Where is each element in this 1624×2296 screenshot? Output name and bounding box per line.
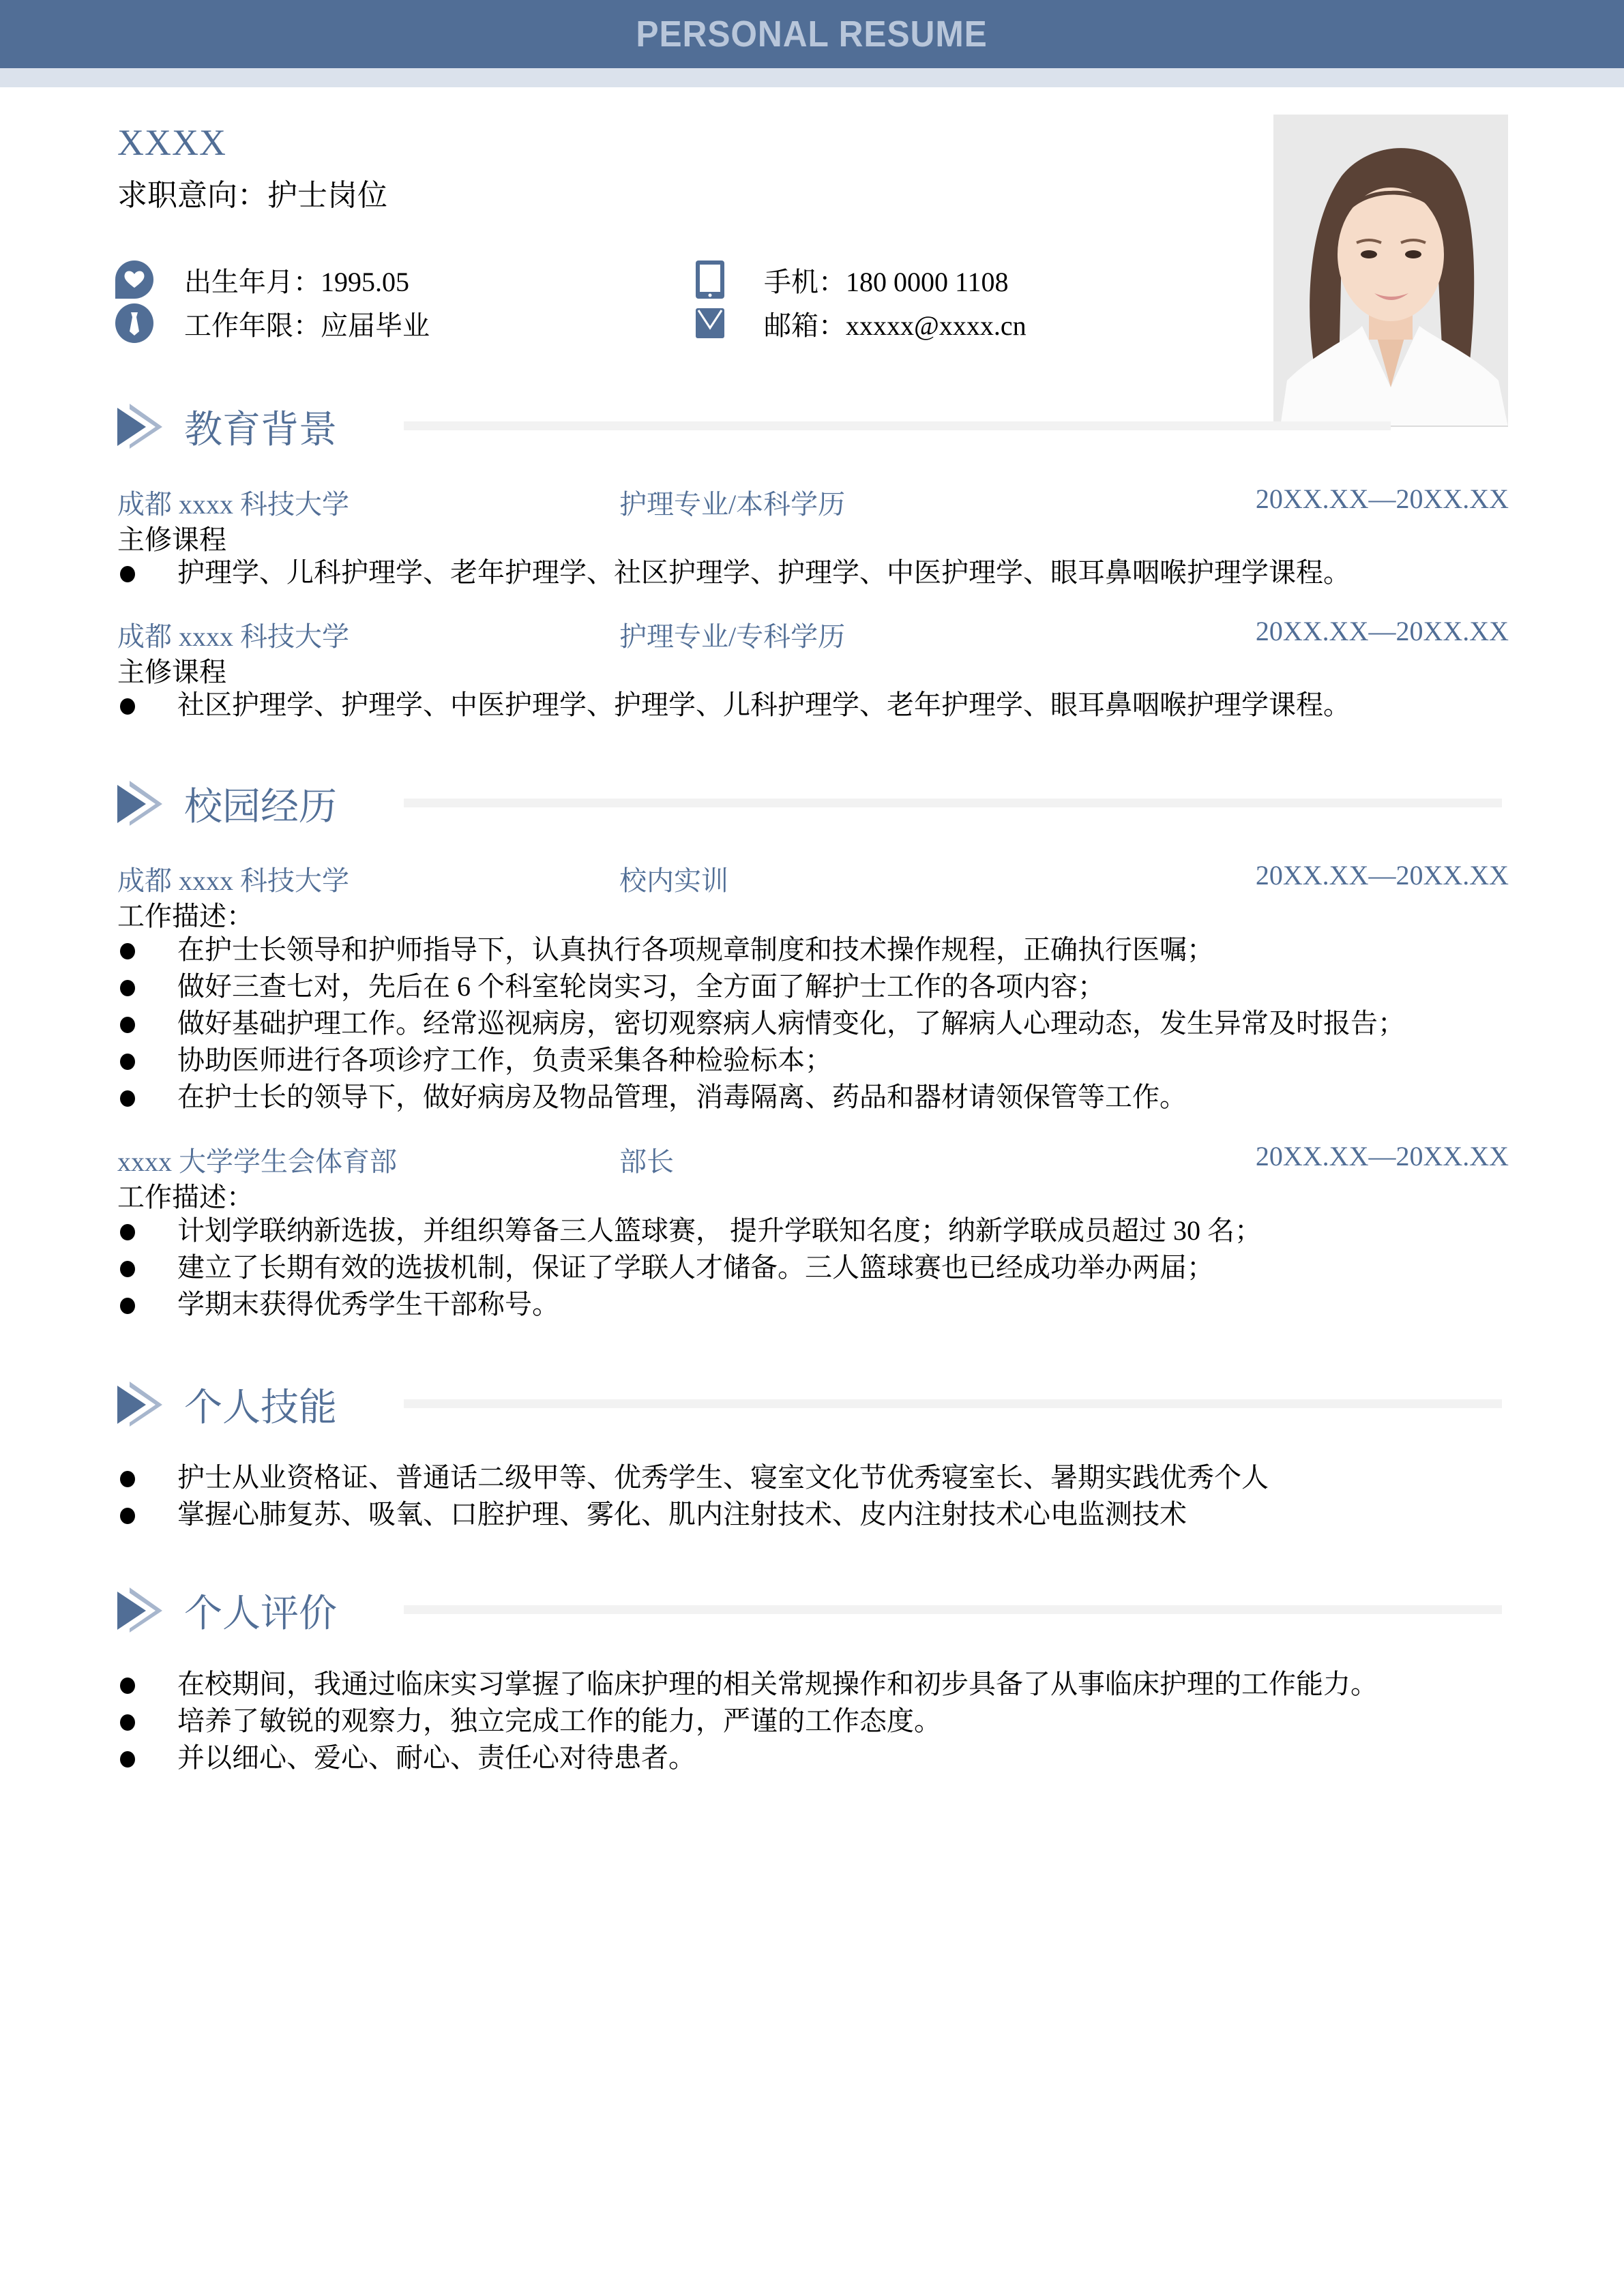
section-title-education: 教育背景 [184,409,337,451]
bullet-icon [120,1298,135,1314]
candidate-name: XXXX [117,122,226,163]
birth-text: 出生年月：1995.05 [184,266,409,297]
section-title-campus: 校园经历 [184,786,337,829]
work-desc-list [117,1212,1522,1323]
skills-list [117,1459,1522,1533]
courses-list [117,554,1522,591]
organization: 成都 xxxx 科技大学 [117,865,349,896]
period: 20XX.XX—20XX.XX [1255,483,1509,514]
bullet-icon [120,1678,135,1694]
list-item: 学期末获得优秀学生干部称号。 [117,1286,1522,1323]
education-entry-header [117,615,1509,652]
tablet-phone-icon [690,260,730,299]
section-divider [404,1399,1502,1408]
header-band [0,68,1624,87]
list-item: 护士从业资格证、普通话二级甲等、优秀学生、寝室文化节优秀寝室长、暑期实践优秀个人 [117,1459,1522,1496]
section-header-evaluation [117,1581,1509,1635]
education-entry-header [117,483,1509,520]
list-item: 社区护理学、护理学、中医护理学、护理学、儿科护理学、老年护理学、眼耳鼻咽喉护理学课程。 [117,687,1522,724]
bullet-icon [120,1017,135,1033]
list-item: 协助医师进行各项诊疗工作，负责采集各种检验标本； [117,1042,1522,1079]
bullet-icon [120,698,135,715]
bullet-icon [120,566,135,582]
evaluation-list [117,1666,1522,1776]
double-chevron-icon [117,402,165,450]
major-degree: 护理专业/本科学历 [619,489,846,520]
heart-bubble-icon [115,260,154,299]
double-chevron-icon [117,779,165,827]
phone-text: 手机：180 0000 1108 [764,266,1009,297]
role: 部长 [619,1146,674,1177]
list-item: 在护士长领导和护师指导下，认真执行各项规章制度和技术操作规程，正确执行医嘱； [117,931,1522,968]
section-divider [404,799,1502,807]
role: 校内实训 [619,865,728,896]
campus-entry-header [117,859,1509,896]
double-chevron-icon [117,1586,165,1634]
info-experience [115,303,430,344]
info-phone [690,259,1009,300]
bullet-icon [120,1261,135,1277]
section-header-campus [117,774,1509,829]
list-item: 在护士长的领导下，做好病房及物品管理，消毒隔离、药品和器材请领保管等工作。 [117,1079,1522,1116]
major-degree: 护理专业/专科学历 [619,621,846,652]
section-header-education [117,397,1509,451]
list-item: 建立了长期有效的选拔机制，保证了学联人才储备。三人篮球赛也已经成功举办两届； [117,1249,1522,1286]
organization: xxxx 大学学生会体育部 [117,1146,397,1177]
section-divider [404,421,1391,430]
period: 20XX.XX—20XX.XX [1255,616,1509,646]
section-title-skills: 个人技能 [184,1387,337,1429]
bullet-icon [120,1471,135,1487]
header-title: PERSONAL RESUME [636,14,988,55]
period: 20XX.XX—20XX.XX [1255,860,1509,891]
portrait-image [1273,115,1508,427]
bullet-icon [120,980,135,996]
bullet-icon [120,943,135,959]
double-chevron-icon [117,1380,165,1428]
list-item: 做好三查七对，先后在 6 个科室轮岗实习，全方面了解护士工作的各项内容； [117,968,1522,1005]
section-header-skills [117,1375,1509,1429]
work-desc-list [117,931,1522,1116]
envelope-icon [690,303,730,343]
list-item: 掌握心肺复苏、吸氧、口腔护理、雾化、肌内注射技术、皮内注射技术心电监测技术 [117,1496,1522,1533]
courses-label: 主修课程 [117,524,226,555]
work-desc-label: 工作描述： [117,901,254,931]
tie-icon [115,303,154,343]
work-desc-label: 工作描述： [117,1182,254,1212]
bullet-icon [120,1508,135,1524]
bullet-icon [120,1714,135,1731]
campus-entry-header [117,1140,1509,1177]
job-intent: 求职意向：护士岗位 [117,179,387,212]
info-email [690,303,1027,344]
header-banner [0,0,1624,68]
bullet-icon [120,1224,135,1240]
info-birth [115,259,409,300]
list-item: 培养了敏锐的观察力，独立完成工作的能力，严谨的工作态度。 [117,1703,1522,1740]
list-item: 并以细心、爱心、耐心、责任心对待患者。 [117,1740,1522,1776]
profile-photo [1273,115,1508,427]
experience-text: 工作年限：应届毕业 [184,310,430,341]
email-text: 邮箱：xxxxx@xxxx.cn [764,310,1027,341]
section-divider [404,1605,1502,1614]
period: 20XX.XX—20XX.XX [1255,1141,1509,1172]
bullet-icon [120,1090,135,1107]
school-name: 成都 xxxx 科技大学 [117,621,349,652]
bullet-icon [120,1054,135,1070]
list-item: 计划学联纳新选拔，并组织筹备三人篮球赛， 提升学联知名度；纳新学联成员超过 30 名； [117,1212,1522,1249]
list-item: 做好基础护理工作。经常巡视病房，密切观察病人病情变化，了解病人心理动态，发生异常及时报告； [117,1005,1522,1042]
section-title-evaluation: 个人评价 [184,1593,337,1635]
courses-list [117,687,1522,724]
courses-label: 主修课程 [117,657,226,687]
bullet-icon [120,1751,135,1768]
school-name: 成都 xxxx 科技大学 [117,489,349,520]
list-item: 在校期间，我通过临床实习掌握了临床护理的相关常规操作和初步具备了从事临床护理的工作能力。 [117,1666,1522,1703]
list-item: 护理学、儿科护理学、老年护理学、社区护理学、护理学、中医护理学、眼耳鼻咽喉护理学课程。 [117,554,1522,591]
